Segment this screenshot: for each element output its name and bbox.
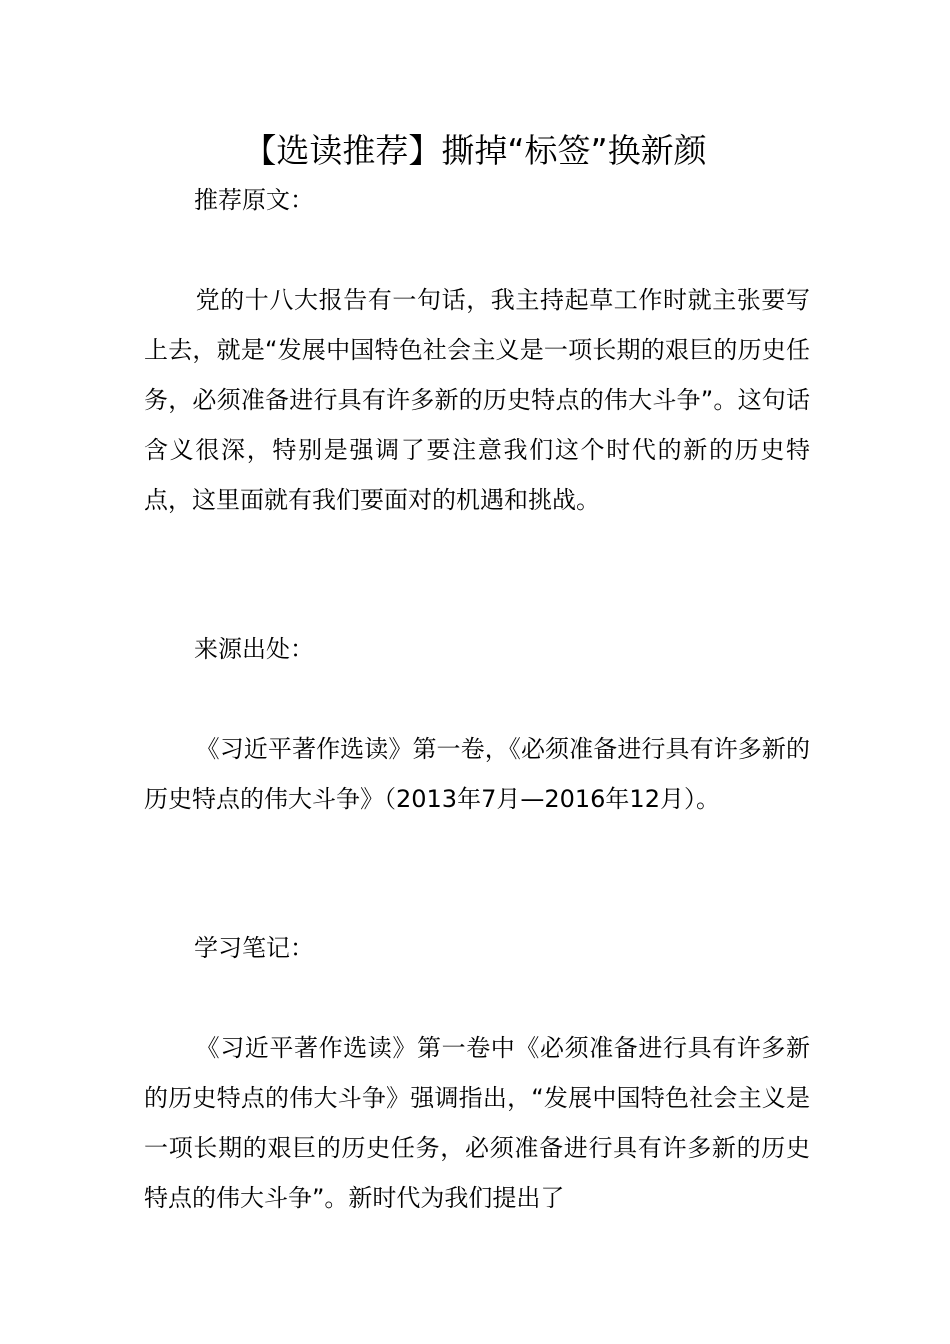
paragraph-recommended-text: 党的十八大报告有一句话，我主持起草工作时就主张要写上去，就是“发展中国特色社会主义是一项长期的艰巨的历史任务，必须准备进行具有许多新的历史特点的伟大斗争”。这句话含义很深，特别是强调了要注意我们这个时代的新的历史特点，这里面就有我们要面对的机遇和挑战。 xyxy=(144,286,810,514)
page-title: 【选读推荐】撕掉“标签”换新颜 xyxy=(243,131,707,170)
section-heading-recommended-text: 推荐原文： xyxy=(194,186,314,214)
paragraph-study-notes: 《习近平著作选读》第一卷中《必须准备进行具有许多新的历史特点的伟大斗争》强调指出，“发展中国特色社会主义是一项长期的艰巨的历史任务，必须准备进行具有许多新的历史特点的伟大斗争”。新时代为我们提出了 xyxy=(144,1034,810,1212)
section-heading-source: 来源出处： xyxy=(194,635,314,663)
section-heading-study-notes: 学习笔记： xyxy=(194,934,314,962)
paragraph-source: 《习近平著作选读》第一卷，《必须准备进行具有许多新的历史特点的伟大斗争》（2013年7月—2016年12月）。 xyxy=(144,735,810,813)
